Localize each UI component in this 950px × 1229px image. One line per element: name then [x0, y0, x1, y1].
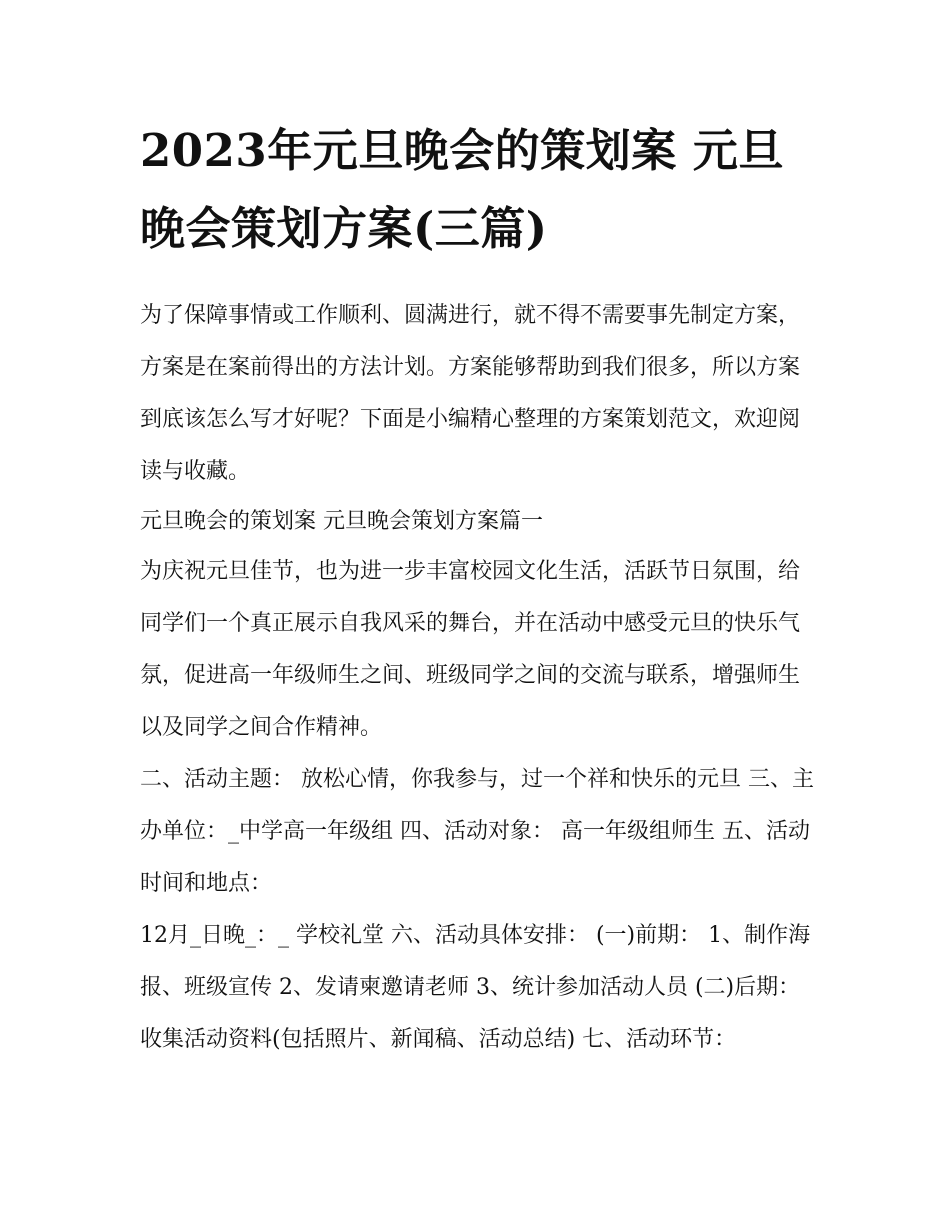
body-paragraph: 为庆祝元旦佳节，也为进一步丰富校园文化生活，活跃节日氛围，给同学们一个真正展示自我风采的舞台，并在活动中感受元旦的快乐气氛，促进高一年级师生之间、班级同学之间的交流与联系，增强师生以及同学之间合作精神。 [140, 559, 801, 740]
section-heading: 元旦晚会的策划案 元旦晚会策划方案篇一 [140, 509, 543, 534]
body-paragraph: 收集活动资料(包括照片、新闻稿、活动总结) 七、活动环节： [140, 1027, 737, 1052]
document-title: 2023年元旦晚会的策划案 元旦晚会策划方案(三篇) [140, 124, 784, 255]
body-paragraph: 12月_日晚_：_ 学校礼堂 六、活动具体安排： (一)前期： 1、制作海报、班级宣传 2、发请柬邀请老师 3、统计参加活动人员 (二)后期： [140, 923, 811, 1000]
intro-paragraph: 为了保障事情或工作顺利、圆满进行，就不得不需要事先制定方案，方案是在案前得出的方法计划。方案能够帮助到我们很多，所以方案到底该怎么写才好呢？下面是小编精心整理的方案策划范文，欢迎阅读与收藏。 [140, 303, 801, 484]
body-paragraph: 二、活动主题： 放松心情，你我参与，过一个祥和快乐的元旦 三、主办单位：_中学高一年级组 四、活动对象： 高一年级组师生 五、活动时间和地点： [140, 767, 814, 896]
document-page [140, 112, 820, 1066]
